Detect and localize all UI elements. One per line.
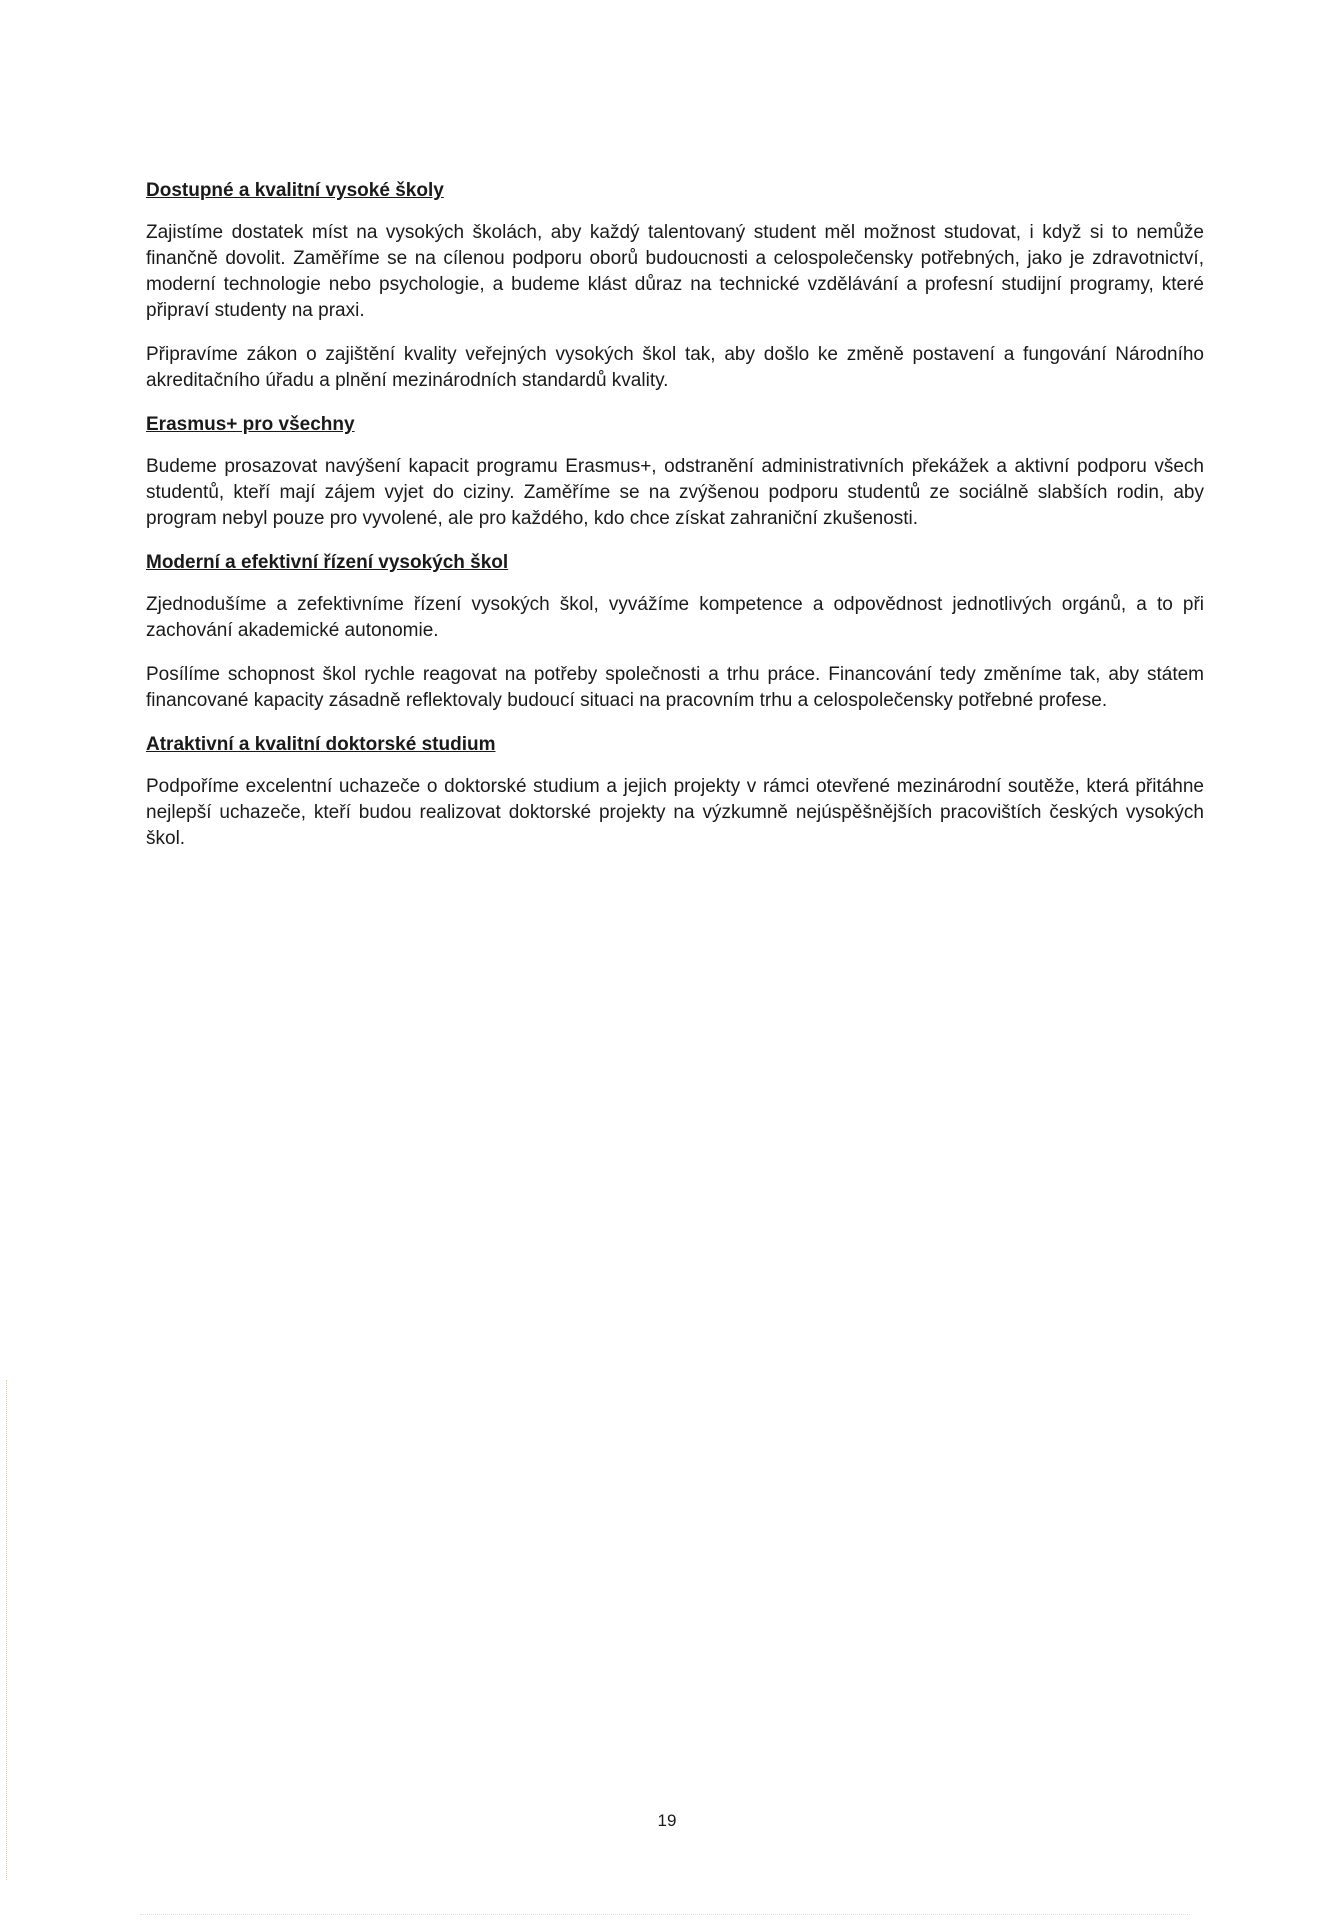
section-heading: Moderní a efektivní řízení vysokých škol (146, 552, 509, 573)
paragraph: Zajistíme dostatek míst na vysokých školách, aby každý talentovaný student měl možnost studovat, i když si to nemůže finančně dovolit. Zaměříme se na cílenou podporu oborů budoucnosti a celospolečensky potřebných, jako je zdravotnictví, moderní technologie nebo psychologie, a budeme klást důraz na technické vzdělávání a profesní studijní programy, které připraví studenty na praxi. (146, 222, 1204, 321)
paragraph: Podpoříme excelentní uchazeče o doktorské studium a jejich projekty v rámci otevřené mezinárodní soutěže, která přitáhne nejlepší uchazeče, kteří budou realizovat doktorské projekty na výzkumně nejúspěšnějších pracovištích českých vysokých škol. (146, 776, 1204, 849)
scan-edge-mark (6, 1380, 8, 1880)
section-heading: Dostupné a kvalitní vysoké školy (146, 180, 444, 201)
section-heading: Atraktivní a kvalitní doktorské studium (146, 734, 496, 755)
section-doktorske-studium (146, 732, 1204, 852)
paragraph: Budeme prosazovat navýšení kapacit programu Erasmus+, odstranění administrativních překážek a aktivní podporu všech studentů, kteří mají zájem vyjet do ciziny. Zaměříme se na zvýšenou podporu studentů ze sociálně slabších rodin, aby program nebyl pouze pro vyvolené, ale pro každého, kdo chce získat zahraniční zkušenosti. (146, 456, 1204, 529)
paragraph: Zjednodušíme a zefektivníme řízení vysokých škol, vyvážíme kompetence a odpovědnost jednotlivých orgánů, a to při zachování akademické autonomie. (146, 594, 1204, 641)
paragraph: Připravíme zákon o zajištění kvality veřejných vysokých škol tak, aby došlo ke změně postavení a fungování Národního akreditačního úřadu a plnění mezinárodních standardů kvality. (146, 344, 1204, 391)
section-rizeni-skol (146, 550, 1204, 714)
section-dostupne-skoly (146, 178, 1204, 394)
page-number: 19 (657, 1811, 677, 1830)
paragraph: Posílíme schopnost škol rychle reagovat na potřeby společnosti a trhu práce. Financování tedy změníme tak, aby státem financované kapacity zásadně reflektovaly budoucí situaci na pracovním trhu a celospolečensky potřebné profese. (146, 664, 1204, 711)
section-heading: Erasmus+ pro všechny (146, 414, 355, 435)
scan-bottom-mark (140, 1914, 1190, 1916)
section-erasmus (146, 412, 1204, 532)
